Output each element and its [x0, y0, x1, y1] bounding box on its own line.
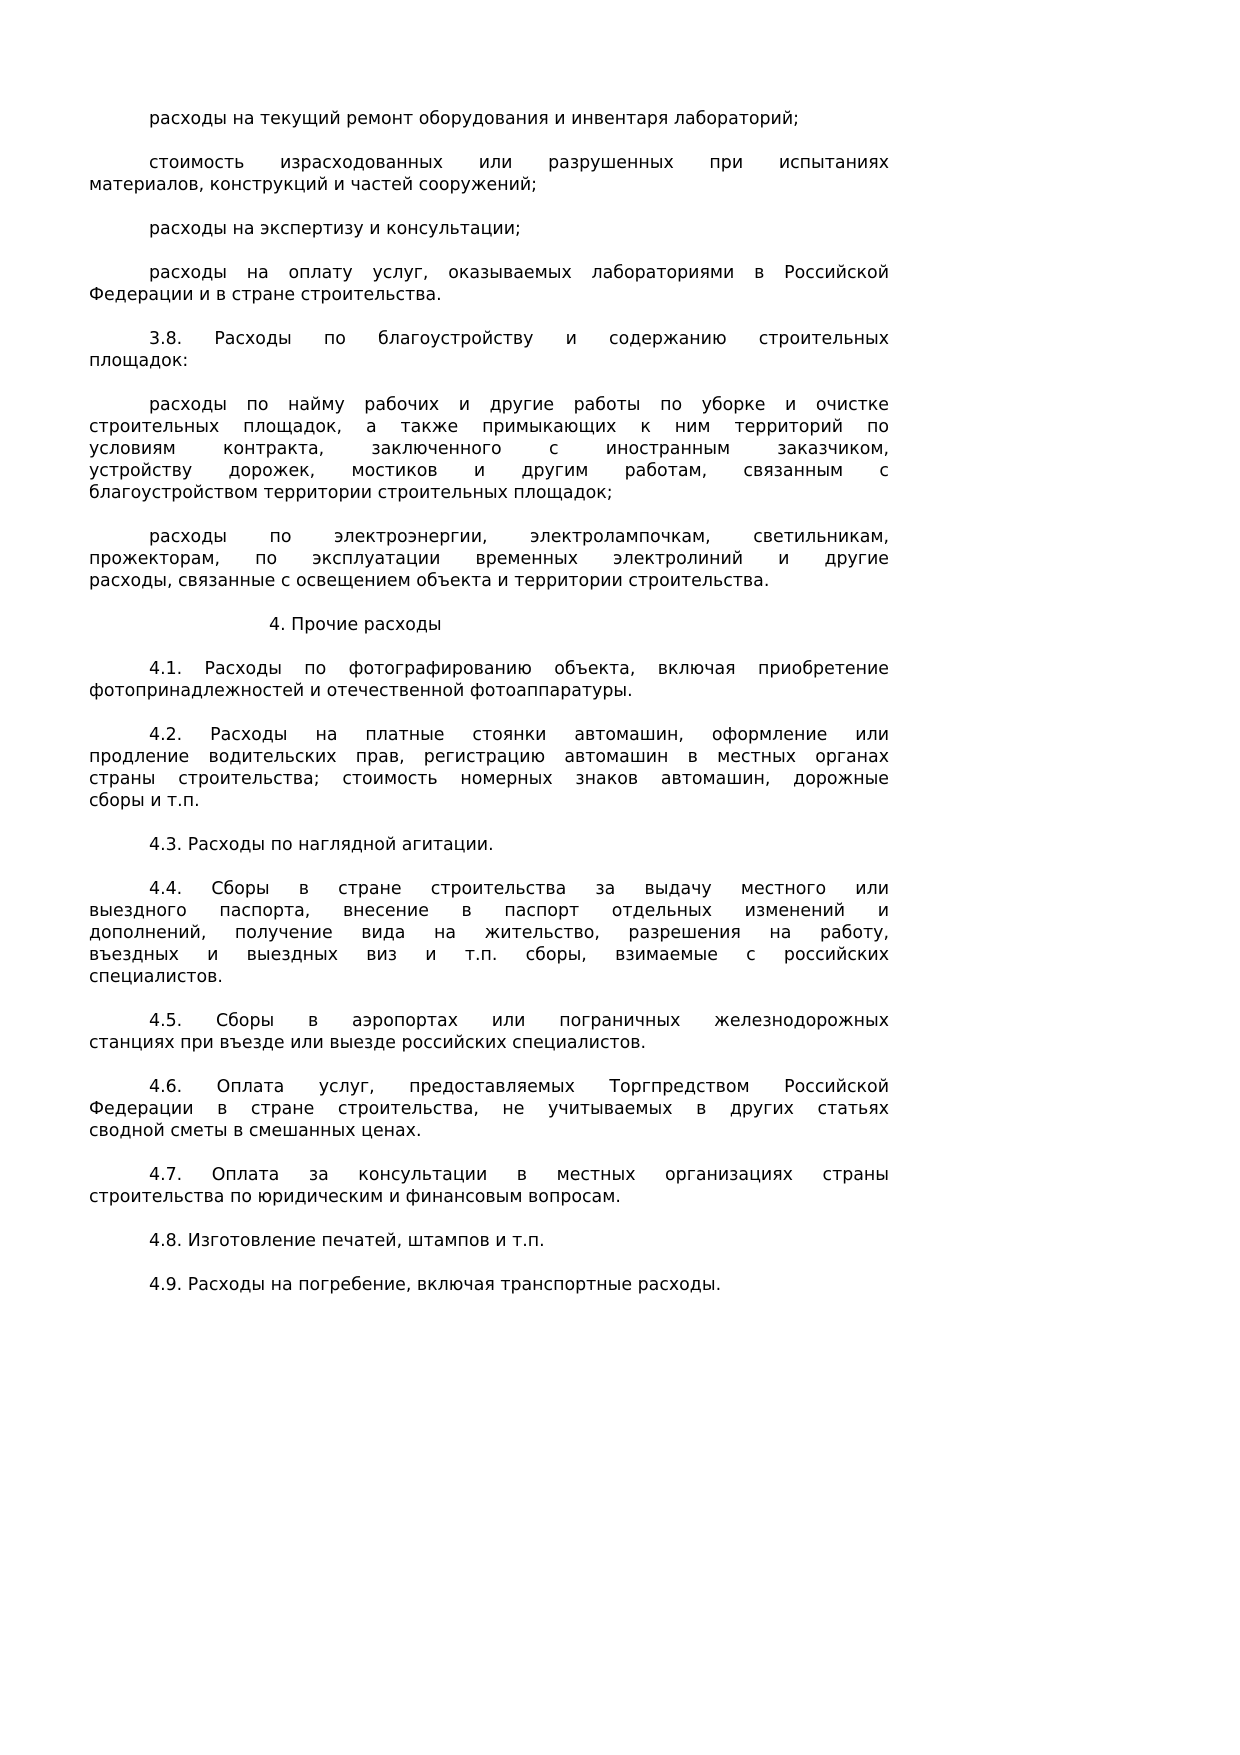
text-line: 4.5. Сборы в аэропортах или пограничных железнодорожных	[149, 1011, 889, 1031]
text-line: Федерации и в стране строительства.	[89, 285, 442, 305]
text-line: расходы на текущий ремонт оборудования и инвентаря лабораторий;	[149, 109, 800, 129]
paragraph-4-8	[119, 1230, 889, 1252]
paragraph-lab-services	[89, 262, 889, 306]
paragraph-site-cleaning	[89, 394, 889, 504]
text-line: стоимость израсходованных или разрушенных при испытаниях	[149, 153, 889, 173]
text-line: Федерации в стране строительства, не учитываемых в других статьях	[89, 1099, 889, 1119]
text-line: станциях при въезде или выезде российских специалистов.	[89, 1033, 647, 1053]
text-line: въездных и выездных виз и т.п. сборы, взимаемые с российских	[89, 945, 889, 965]
text-line: устройству дорожек, мостиков и другим работам, связанным с	[89, 461, 889, 481]
text-line: продление водительских прав, регистрацию автомашин в местных органах	[89, 747, 889, 767]
text-line: площадок:	[89, 351, 189, 371]
text-line: сборы и т.п.	[89, 791, 200, 811]
paragraph-4-3	[119, 834, 889, 856]
text-line: выездного паспорта, внесение в паспорт отдельных изменений и	[89, 901, 889, 921]
document-body	[89, 108, 889, 1296]
text-line: расходы по электроэнергии, электролампочкам, светильникам,	[149, 527, 889, 547]
paragraph-expertise	[119, 218, 889, 240]
text-line: строительства по юридическим и финансовым вопросам.	[89, 1187, 621, 1207]
text-line: фотопринадлежностей и отечественной фотоаппаратуры.	[89, 681, 633, 701]
text-line: 4.8. Изготовление печатей, штампов и т.п.	[149, 1231, 545, 1251]
text-line: прожекторам, по эксплуатации временных электролиний и другие	[89, 549, 889, 569]
text-line: строительных площадок, а также примыкающих к ним территорий по	[89, 417, 889, 437]
text-line: расходы, связанные с освещением объекта и территории строительства.	[89, 571, 770, 591]
text-line: страны строительства; стоимость номерных знаков автомашин, дорожные	[89, 769, 889, 789]
section-heading: 4. Прочие расходы	[269, 615, 442, 635]
text-line: 4.9. Расходы на погребение, включая транспортные расходы.	[149, 1275, 722, 1295]
text-line: дополнений, получение вида на жительство, разрешения на работу,	[89, 923, 889, 943]
paragraph-4-2	[89, 724, 889, 812]
paragraph-lab-repair	[119, 108, 889, 130]
paragraph-4-7	[89, 1164, 889, 1208]
paragraph-4-5	[89, 1010, 889, 1054]
paragraph-4-4	[89, 878, 889, 988]
paragraph-4-6	[89, 1076, 889, 1142]
text-line: 4.2. Расходы на платные стоянки автомашин, оформление или	[149, 725, 889, 745]
paragraph-4-1	[89, 658, 889, 702]
text-line: благоустройством территории строительных площадок;	[89, 483, 613, 503]
text-line: 4.3. Расходы по наглядной агитации.	[149, 835, 494, 855]
text-line: 4.4. Сборы в стране строительства за выдачу местного или	[149, 879, 889, 899]
paragraph-3-8	[89, 328, 889, 372]
text-line: 3.8. Расходы по благоустройству и содержанию строительных	[149, 329, 889, 349]
paragraph-lighting	[89, 526, 889, 592]
text-line: сводной сметы в смешанных ценах.	[89, 1121, 422, 1141]
text-line: 4.6. Оплата услуг, предоставляемых Торгпредством Российской	[149, 1077, 889, 1097]
text-line: специалистов.	[89, 967, 223, 987]
paragraph-4-9	[119, 1274, 889, 1296]
text-line: 4.1. Расходы по фотографированию объекта, включая приобретение	[149, 659, 889, 679]
text-line: расходы на экспертизу и консультации;	[149, 219, 521, 239]
paragraph-materials-cost	[89, 152, 889, 196]
text-line: 4.7. Оплата за консультации в местных организациях страны	[149, 1165, 889, 1185]
text-line: расходы на оплату услуг, оказываемых лабораториями в Российской	[149, 263, 889, 283]
text-line: материалов, конструкций и частей сооружений;	[89, 175, 538, 195]
text-line: условиям контракта, заключенного с иностранным заказчиком,	[89, 439, 889, 459]
text-line: расходы по найму рабочих и другие работы по уборке и очистке	[149, 395, 889, 415]
